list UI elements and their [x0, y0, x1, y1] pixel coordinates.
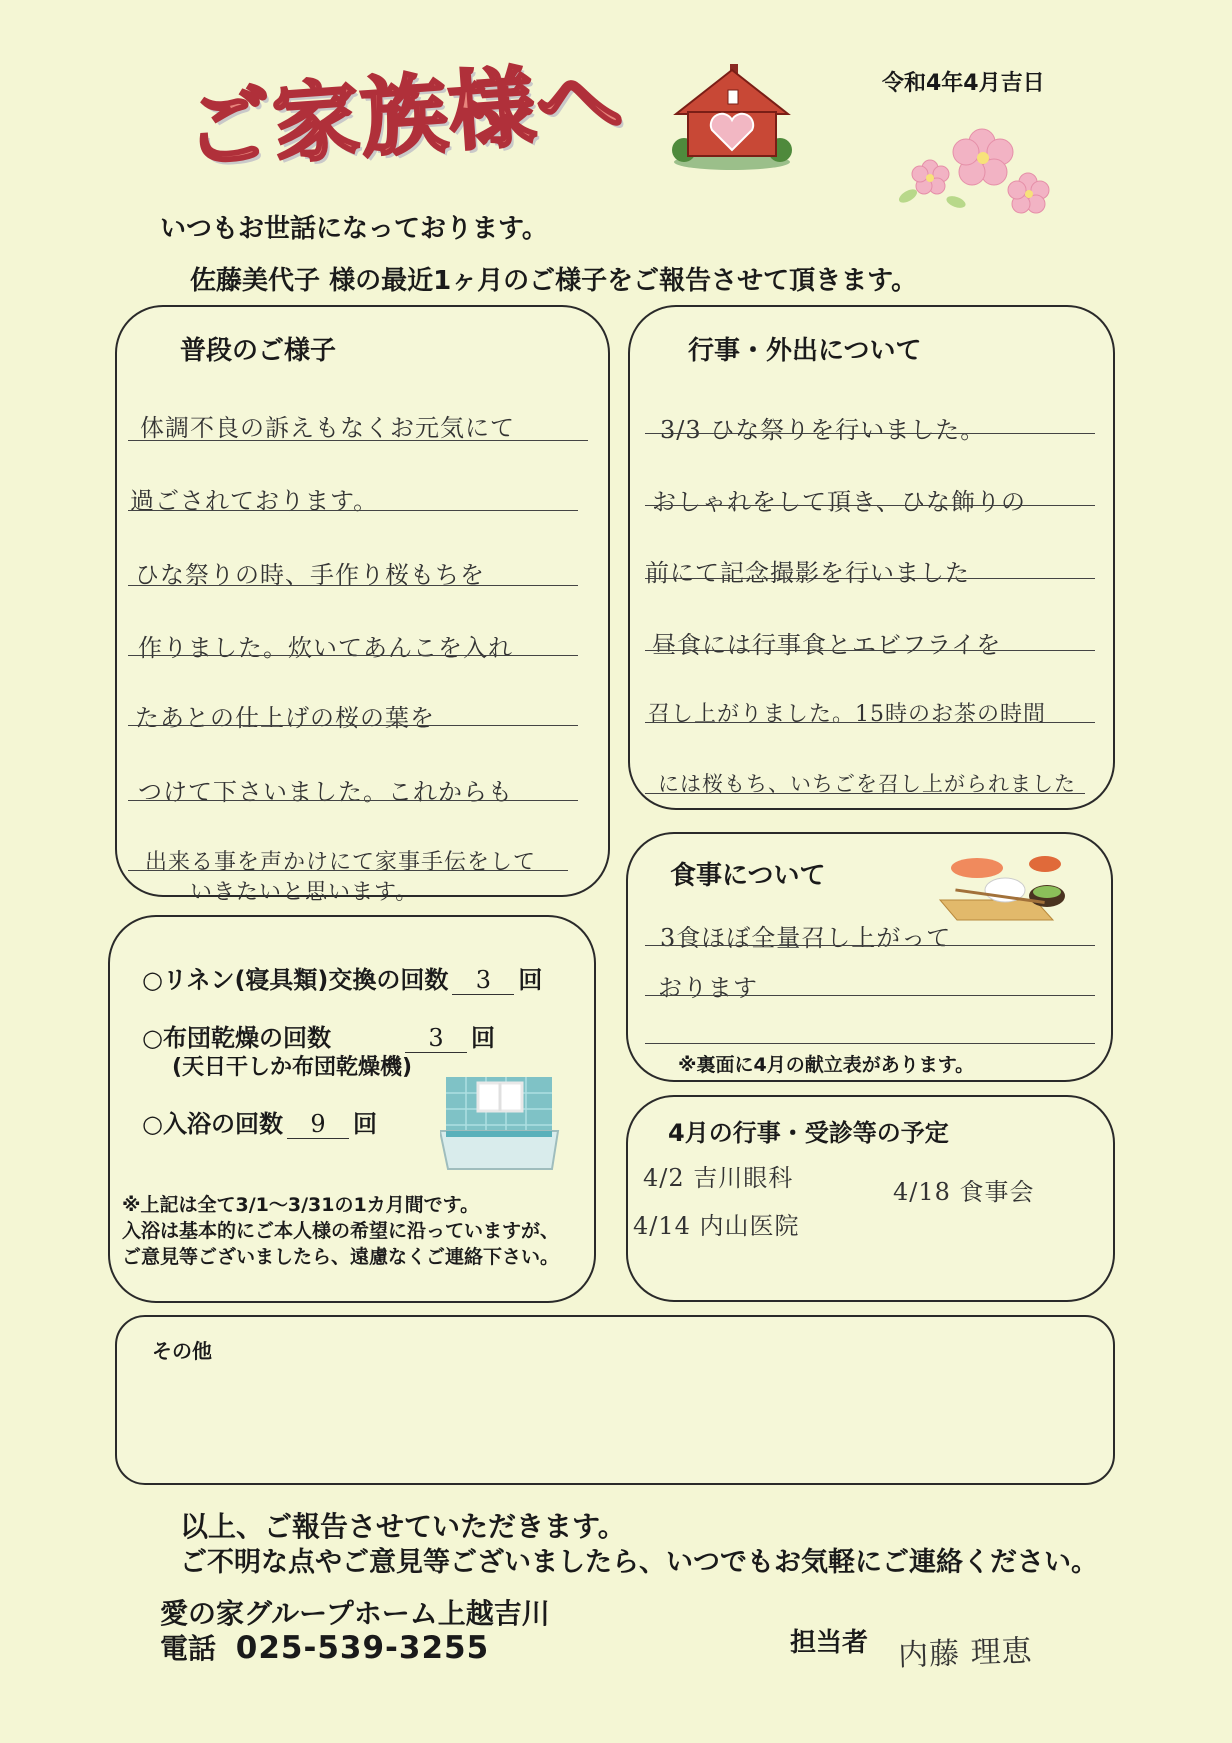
- other-section: [115, 1315, 1115, 1485]
- staff-signature: 内藤 理恵: [897, 1633, 1034, 1674]
- resident-name: 佐藤美代子: [190, 266, 321, 296]
- schedule-item-1: 4/2 吉川眼科: [643, 1164, 794, 1192]
- daily-section: [115, 305, 610, 897]
- footer-line2: ご不明な点やご意見等ございましたら、いつでもお気軽にご連絡ください。: [180, 1547, 1098, 1578]
- greeting-line2-rest: 様の最近1ヶ月のご様子をご報告させて頂きます。: [329, 266, 918, 296]
- schedule-item-2: 4/14 内山医院: [633, 1212, 800, 1240]
- daily-line-5: たあとの仕上げの桜の葉を: [135, 704, 435, 732]
- phone-label: 電話: [160, 1632, 217, 1665]
- schedule-item-3: 4/18 食事会: [893, 1178, 1035, 1206]
- daily-line-2: 過ごされております。: [130, 487, 379, 515]
- bath-count-row: [142, 1104, 377, 1139]
- counts-note-3: ご意見等ございましたら、遠慮なくご連絡下さい。: [122, 1246, 560, 1268]
- daily-title: 普段のご様子: [180, 336, 337, 366]
- phone-row: [160, 1627, 489, 1667]
- bath-label: ○入浴の回数: [142, 1110, 283, 1138]
- daily-line-7: 出来る事を声かけにて家事手伝をして: [145, 850, 537, 875]
- other-title: その他: [152, 1339, 212, 1363]
- bath-unit: 回: [352, 1110, 377, 1138]
- date: 令和4年4月吉日: [882, 71, 1045, 96]
- futon-value: 3: [405, 1024, 467, 1053]
- events-line-2: おしゃれをして頂き、ひな飾りの: [652, 488, 1027, 516]
- meals-note: ※裏面に4月の献立表があります。: [678, 1054, 975, 1076]
- futon-label: ○布団乾燥の回数: [142, 1024, 331, 1052]
- linen-count-row: [142, 960, 542, 995]
- daily-line-4: 作りました。炊いてあんこを入れ: [138, 634, 513, 662]
- meals-title: 食事について: [670, 861, 826, 891]
- events-line-6: には桜もち、いちごを召し上がられました: [658, 772, 1076, 796]
- meals-line-2: おります: [658, 974, 758, 1002]
- futon-sub: (天日干しか布団乾燥機): [172, 1055, 413, 1080]
- bath-value: 9: [287, 1110, 349, 1139]
- cherry-blossom-icon: [890, 110, 1060, 230]
- counts-note-1: ※上記は全て3/1～3/31の1カ月間です。: [122, 1194, 480, 1216]
- linen-label: ○リネン(寝具類)交換の回数: [142, 966, 449, 994]
- meal-tray-icon: [935, 848, 1075, 928]
- futon-unit: 回: [470, 1024, 495, 1052]
- meals-line-1: 3食ほぼ全量召し上がって: [660, 924, 952, 952]
- daily-line-1: 体調不良の訴えもなくお元気にて: [140, 414, 515, 442]
- phone-number: 025-539-3255: [235, 1630, 490, 1666]
- footer-line1: 以上、ご報告させていただきます。: [180, 1510, 626, 1543]
- staff-label: 担当者: [790, 1628, 869, 1658]
- page-title: ご家族様へ: [182, 51, 628, 182]
- events-title: 行事・外出について: [688, 336, 922, 366]
- house-heart-icon: [672, 62, 792, 172]
- greeting-line2: [190, 260, 917, 297]
- counts-note-2: 入浴は基本的にご本人様の希望に沿っていますが、: [122, 1220, 560, 1242]
- linen-value: 3: [452, 966, 514, 995]
- schedule-title: 4月の行事・受診等の予定: [668, 1119, 949, 1147]
- greeting-line1: いつもお世話になっております。: [160, 214, 548, 244]
- events-line-5: 召し上がりました。15時のお茶の時間: [648, 702, 1046, 727]
- events-line-3: 前にて記念撮影を行いました: [645, 559, 970, 587]
- linen-unit: 回: [518, 966, 543, 994]
- bathtub-icon: [440, 1075, 560, 1175]
- org-name: 愛の家グループホーム上越吉川: [160, 1597, 550, 1630]
- events-line-1: 3/3 ひな祭りを行いました。: [660, 416, 986, 444]
- daily-line-3: ひな祭りの時、手作り桜もちを: [135, 561, 485, 589]
- futon-count-row: [142, 1018, 495, 1053]
- daily-line-8: いきたいと思います。: [190, 880, 419, 905]
- events-line-4: 昼食には行事食とエビフライを: [652, 631, 1002, 659]
- daily-line-6: つけて下さいました。これからも: [138, 778, 513, 806]
